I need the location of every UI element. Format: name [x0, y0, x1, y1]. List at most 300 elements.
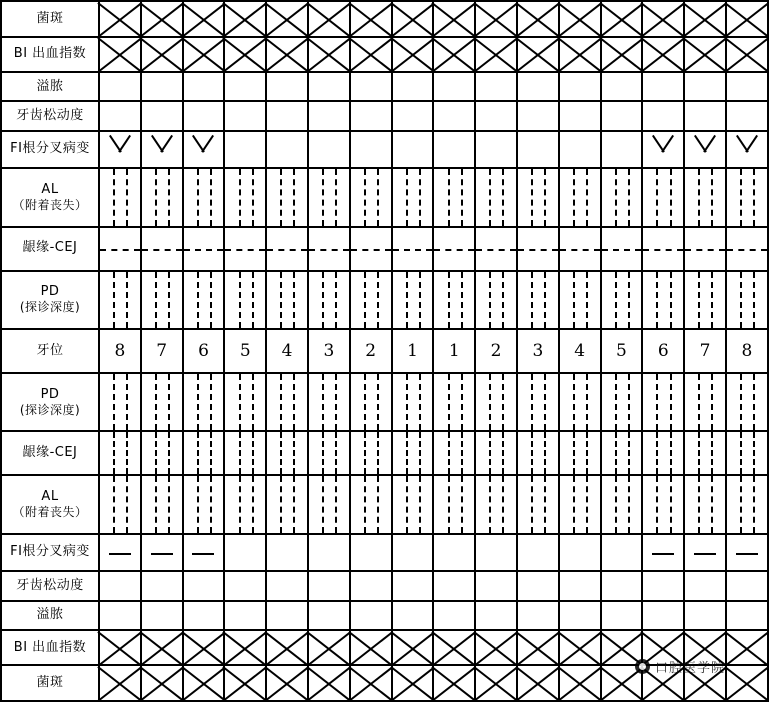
cell-al-upper-11[interactable] [517, 168, 559, 227]
cell-pd-lower-1[interactable] [99, 373, 141, 432]
probe-dividers [727, 374, 767, 431]
row-label-al-main: AL [41, 488, 59, 504]
cell-bi-lower-11[interactable] [517, 630, 559, 666]
cell-suppuration-upper-1[interactable] [99, 72, 141, 101]
cell-mobility-upper-2[interactable] [141, 101, 183, 130]
cell-mobility-lower-2[interactable] [141, 571, 183, 600]
cell-bi-lower-5[interactable] [266, 630, 308, 666]
cell-pd-lower-7[interactable] [350, 373, 392, 432]
cell-bi-upper-5[interactable] [266, 37, 308, 73]
cell-suppuration-upper-7[interactable] [350, 72, 392, 101]
cell-bi-lower-9[interactable] [433, 630, 475, 666]
cell-cej-upper-3[interactable] [183, 227, 225, 271]
cell-al-lower-14[interactable] [642, 475, 684, 534]
cell-bi-upper-2[interactable] [141, 37, 183, 73]
cell-suppuration-lower-1[interactable] [99, 601, 141, 630]
furcation-v-icon [190, 136, 216, 154]
row-label-pd-sub: (探诊深度) [19, 402, 81, 417]
cell-bi-upper-12[interactable] [559, 37, 601, 73]
probe-dividers [434, 374, 474, 431]
cell-plaque-lower-10[interactable] [475, 665, 517, 701]
cell-suppuration-lower-6[interactable] [308, 601, 350, 630]
cell-al-upper-10[interactable] [475, 168, 517, 227]
cell-mobility-upper-14[interactable] [642, 101, 684, 130]
cell-plaque-upper-12[interactable] [559, 1, 601, 37]
cell-bi-lower-8[interactable] [392, 630, 434, 666]
cell-suppuration-upper-3[interactable] [183, 72, 225, 101]
cell-bi-lower-10[interactable] [475, 630, 517, 666]
cell-al-upper-6[interactable] [308, 168, 350, 227]
cell-furcation-upper-14[interactable] [642, 131, 684, 169]
cell-pd-upper-10[interactable] [475, 271, 517, 330]
cell-mobility-upper-8[interactable] [392, 101, 434, 130]
cell-al-upper-4[interactable] [224, 168, 266, 227]
probe-dividers [267, 476, 307, 533]
cell-bi-lower-14[interactable] [642, 630, 684, 666]
cell-plaque-upper-4[interactable] [224, 1, 266, 37]
cell-suppuration-lower-3[interactable] [183, 601, 225, 630]
cell-furcation-lower-6[interactable] [308, 534, 350, 572]
x-icon [685, 38, 725, 72]
cell-bi-upper-7[interactable] [350, 37, 392, 73]
probe-dividers [602, 374, 642, 431]
cell-plaque-lower-16[interactable] [726, 665, 768, 701]
cell-cej-lower-10[interactable] [475, 431, 517, 475]
cell-furcation-upper-12[interactable] [559, 131, 601, 169]
cell-bi-lower-15[interactable] [684, 630, 726, 666]
cell-bi-upper-4[interactable] [224, 37, 266, 73]
cell-cej-upper-2[interactable] [141, 227, 183, 271]
cell-mobility-upper-12[interactable] [559, 101, 601, 130]
cell-suppuration-lower-11[interactable] [517, 601, 559, 630]
probe-dividers [434, 476, 474, 533]
cell-pd-lower-12[interactable] [559, 373, 601, 432]
cell-suppuration-upper-14[interactable] [642, 72, 684, 101]
cell-pd-upper-15[interactable] [684, 271, 726, 330]
cell-suppuration-upper-12[interactable] [559, 72, 601, 101]
cell-cej-lower-13[interactable] [601, 431, 643, 475]
cell-cej-upper-10[interactable] [475, 227, 517, 271]
cell-bi-lower-16[interactable] [726, 630, 768, 666]
furcation-v-icon [149, 136, 175, 154]
cell-plaque-lower-4[interactable] [224, 665, 266, 701]
cell-pd-lower-15[interactable] [684, 373, 726, 432]
cell-furcation-upper-6[interactable] [308, 131, 350, 169]
cell-al-upper-12[interactable] [559, 168, 601, 227]
cell-al-lower-10[interactable] [475, 475, 517, 534]
x-icon [727, 2, 767, 36]
cell-furcation-upper-9[interactable] [433, 131, 475, 169]
cell-pd-lower-13[interactable] [601, 373, 643, 432]
cell-mobility-upper-16[interactable] [726, 101, 768, 130]
cell-al-upper-16[interactable] [726, 168, 768, 227]
cell-plaque-lower-7[interactable] [350, 665, 392, 701]
cell-furcation-lower-7[interactable] [350, 534, 392, 572]
cell-pd-upper-5[interactable] [266, 271, 308, 330]
cell-suppuration-upper-6[interactable] [308, 72, 350, 101]
cell-al-upper-7[interactable] [350, 168, 392, 227]
cell-pd-upper-2[interactable] [141, 271, 183, 330]
cell-suppuration-lower-7[interactable] [350, 601, 392, 630]
cell-bi-upper-3[interactable] [183, 37, 225, 73]
probe-dividers [351, 169, 391, 226]
cell-suppuration-lower-13[interactable] [601, 601, 643, 630]
cell-cej-upper-15[interactable] [684, 227, 726, 271]
x-icon [142, 38, 182, 72]
cell-pd-lower-3[interactable] [183, 373, 225, 432]
cej-baseline [476, 249, 516, 251]
row-label-suppuration-lower: 溢脓 [1, 601, 99, 630]
cell-cej-lower-8[interactable] [392, 431, 434, 475]
cell-furcation-lower-4[interactable] [224, 534, 266, 572]
cell-plaque-lower-9[interactable] [433, 665, 475, 701]
cell-al-lower-13[interactable] [601, 475, 643, 534]
probe-dividers [476, 476, 516, 533]
cell-pd-upper-4[interactable] [224, 271, 266, 330]
cell-bi-upper-11[interactable] [517, 37, 559, 73]
cell-pd-lower-14[interactable] [642, 373, 684, 432]
cell-furcation-upper-2[interactable] [141, 131, 183, 169]
probe-dividers [643, 374, 683, 431]
cell-furcation-lower-11[interactable] [517, 534, 559, 572]
cell-suppuration-lower-12[interactable] [559, 601, 601, 630]
cell-suppuration-upper-16[interactable] [726, 72, 768, 101]
cell-al-lower-6[interactable] [308, 475, 350, 534]
cell-suppuration-lower-4[interactable] [224, 601, 266, 630]
cell-bi-lower-1[interactable] [99, 630, 141, 666]
cell-suppuration-upper-15[interactable] [684, 72, 726, 101]
cell-mobility-lower-5[interactable] [266, 571, 308, 600]
cell-cej-upper-1[interactable] [99, 227, 141, 271]
row-label-al-main: AL [41, 181, 59, 197]
cell-pd-lower-2[interactable] [141, 373, 183, 432]
cell-mobility-lower-4[interactable] [224, 571, 266, 600]
cell-pd-lower-11[interactable] [517, 373, 559, 432]
cell-pd-upper-14[interactable] [642, 271, 684, 330]
cell-furcation-lower-3[interactable] [183, 534, 225, 572]
cell-al-lower-12[interactable] [559, 475, 601, 534]
cell-suppuration-lower-8[interactable] [392, 601, 434, 630]
cell-furcation-upper-7[interactable] [350, 131, 392, 169]
cell-suppuration-upper-13[interactable] [601, 72, 643, 101]
x-icon [643, 631, 683, 665]
tooth-number-4: 5 [224, 329, 266, 373]
cell-mobility-upper-10[interactable] [475, 101, 517, 130]
cell-al-upper-14[interactable] [642, 168, 684, 227]
row-upper-plaque [1, 1, 768, 37]
cell-cej-upper-7[interactable] [350, 227, 392, 271]
cell-suppuration-upper-9[interactable] [433, 72, 475, 101]
probe-dividers [476, 374, 516, 431]
cell-plaque-upper-11[interactable] [517, 1, 559, 37]
cell-cej-upper-14[interactable] [642, 227, 684, 271]
cell-pd-upper-8[interactable] [392, 271, 434, 330]
cell-cej-lower-11[interactable] [517, 431, 559, 475]
cell-plaque-lower-1[interactable] [99, 665, 141, 701]
cell-pd-lower-4[interactable] [224, 373, 266, 432]
cell-plaque-upper-9[interactable] [433, 1, 475, 37]
cell-mobility-lower-8[interactable] [392, 571, 434, 600]
cej-baseline [727, 249, 767, 251]
cell-bi-upper-1[interactable] [99, 37, 141, 73]
cell-al-upper-13[interactable] [601, 168, 643, 227]
cell-mobility-upper-11[interactable] [517, 101, 559, 130]
cell-bi-upper-6[interactable] [308, 37, 350, 73]
cell-mobility-upper-9[interactable] [433, 101, 475, 130]
cell-furcation-upper-10[interactable] [475, 131, 517, 169]
cell-bi-upper-16[interactable] [726, 37, 768, 73]
cell-cej-upper-16[interactable] [726, 227, 768, 271]
cej-baseline [685, 249, 725, 251]
cell-cej-lower-12[interactable] [559, 431, 601, 475]
cell-pd-upper-6[interactable] [308, 271, 350, 330]
cell-plaque-lower-8[interactable] [392, 665, 434, 701]
cell-mobility-upper-13[interactable] [601, 101, 643, 130]
cell-plaque-upper-13[interactable] [601, 1, 643, 37]
cell-furcation-upper-3[interactable] [183, 131, 225, 169]
cell-pd-lower-9[interactable] [433, 373, 475, 432]
cell-cej-lower-16[interactable] [726, 431, 768, 475]
cell-pd-lower-10[interactable] [475, 373, 517, 432]
cell-pd-upper-7[interactable] [350, 271, 392, 330]
cell-al-lower-9[interactable] [433, 475, 475, 534]
cell-mobility-lower-15[interactable] [684, 571, 726, 600]
cell-furcation-lower-14[interactable] [642, 534, 684, 572]
cell-al-upper-2[interactable] [141, 168, 183, 227]
cell-plaque-lower-11[interactable] [517, 665, 559, 701]
cell-suppuration-upper-10[interactable] [475, 72, 517, 101]
cell-al-lower-15[interactable] [684, 475, 726, 534]
cell-mobility-lower-9[interactable] [433, 571, 475, 600]
cell-plaque-lower-15[interactable] [684, 665, 726, 701]
probe-dividers [518, 374, 558, 431]
cell-pd-lower-5[interactable] [266, 373, 308, 432]
cell-plaque-upper-15[interactable] [684, 1, 726, 37]
cell-cej-lower-15[interactable] [684, 431, 726, 475]
cell-pd-upper-16[interactable] [726, 271, 768, 330]
cell-mobility-upper-5[interactable] [266, 101, 308, 130]
cell-furcation-lower-12[interactable] [559, 534, 601, 572]
cell-cej-lower-1[interactable] [99, 431, 141, 475]
cell-al-upper-1[interactable] [99, 168, 141, 227]
cell-furcation-lower-5[interactable] [266, 534, 308, 572]
cell-bi-upper-14[interactable] [642, 37, 684, 73]
cell-suppuration-lower-2[interactable] [141, 601, 183, 630]
cell-suppuration-lower-9[interactable] [433, 601, 475, 630]
cell-plaque-lower-14[interactable] [642, 665, 684, 701]
cell-bi-upper-8[interactable] [392, 37, 434, 73]
cell-plaque-upper-6[interactable] [308, 1, 350, 37]
row-label-plaque-upper: 菌斑 [1, 1, 99, 37]
cell-mobility-lower-11[interactable] [517, 571, 559, 600]
cell-cej-upper-9[interactable] [433, 227, 475, 271]
cell-suppuration-lower-14[interactable] [642, 601, 684, 630]
cell-al-upper-5[interactable] [266, 168, 308, 227]
cell-cej-upper-13[interactable] [601, 227, 643, 271]
cell-mobility-lower-14[interactable] [642, 571, 684, 600]
cej-baseline [518, 249, 558, 251]
cell-plaque-lower-12[interactable] [559, 665, 601, 701]
cell-pd-lower-6[interactable] [308, 373, 350, 432]
cell-bi-lower-12[interactable] [559, 630, 601, 666]
row-upper-attachment-loss [1, 168, 768, 227]
probe-dividers [560, 374, 600, 431]
cell-furcation-upper-5[interactable] [266, 131, 308, 169]
cell-bi-lower-3[interactable] [183, 630, 225, 666]
cell-pd-upper-11[interactable] [517, 271, 559, 330]
cell-suppuration-lower-16[interactable] [726, 601, 768, 630]
cell-furcation-lower-1[interactable] [99, 534, 141, 572]
cell-plaque-upper-3[interactable] [183, 1, 225, 37]
x-icon [727, 631, 767, 665]
cell-cej-upper-12[interactable] [559, 227, 601, 271]
cell-bi-upper-15[interactable] [684, 37, 726, 73]
cell-mobility-upper-6[interactable] [308, 101, 350, 130]
tooth-number-7: 2 [350, 329, 392, 373]
cell-al-lower-3[interactable] [183, 475, 225, 534]
cell-cej-upper-4[interactable] [224, 227, 266, 271]
cell-bi-upper-13[interactable] [601, 37, 643, 73]
cell-furcation-lower-9[interactable] [433, 534, 475, 572]
cell-cej-lower-7[interactable] [350, 431, 392, 475]
row-label-bi-upper: BI 出血指数 [1, 37, 99, 73]
cell-furcation-upper-13[interactable] [601, 131, 643, 169]
cell-furcation-lower-13[interactable] [601, 534, 643, 572]
cell-mobility-lower-1[interactable] [99, 571, 141, 600]
cell-cej-lower-6[interactable] [308, 431, 350, 475]
cell-mobility-lower-12[interactable] [559, 571, 601, 600]
cell-pd-upper-3[interactable] [183, 271, 225, 330]
cell-mobility-upper-7[interactable] [350, 101, 392, 130]
cell-cej-upper-11[interactable] [517, 227, 559, 271]
cell-furcation-upper-8[interactable] [392, 131, 434, 169]
cell-furcation-upper-11[interactable] [517, 131, 559, 169]
cell-plaque-upper-10[interactable] [475, 1, 517, 37]
cell-al-upper-9[interactable] [433, 168, 475, 227]
cell-furcation-lower-16[interactable] [726, 534, 768, 572]
cell-al-upper-3[interactable] [183, 168, 225, 227]
cell-furcation-lower-10[interactable] [475, 534, 517, 572]
cell-furcation-lower-2[interactable] [141, 534, 183, 572]
x-icon [685, 666, 725, 700]
cell-pd-upper-13[interactable] [601, 271, 643, 330]
cell-suppuration-upper-5[interactable] [266, 72, 308, 101]
tooth-number-13: 5 [601, 329, 643, 373]
cell-al-lower-4[interactable] [224, 475, 266, 534]
cell-bi-lower-4[interactable] [224, 630, 266, 666]
cell-cej-upper-5[interactable] [266, 227, 308, 271]
cell-plaque-upper-1[interactable] [99, 1, 141, 37]
cell-suppuration-upper-2[interactable] [141, 72, 183, 101]
cell-mobility-upper-3[interactable] [183, 101, 225, 130]
cell-bi-lower-2[interactable] [141, 630, 183, 666]
cell-mobility-upper-15[interactable] [684, 101, 726, 130]
cell-al-lower-1[interactable] [99, 475, 141, 534]
x-icon [184, 631, 224, 665]
cell-cej-lower-3[interactable] [183, 431, 225, 475]
cell-al-lower-8[interactable] [392, 475, 434, 534]
cell-plaque-upper-5[interactable] [266, 1, 308, 37]
cell-suppuration-lower-5[interactable] [266, 601, 308, 630]
cell-suppuration-lower-15[interactable] [684, 601, 726, 630]
cell-bi-upper-10[interactable] [475, 37, 517, 73]
cell-bi-lower-7[interactable] [350, 630, 392, 666]
x-icon [476, 666, 516, 700]
cell-cej-lower-5[interactable] [266, 431, 308, 475]
cell-plaque-lower-3[interactable] [183, 665, 225, 701]
cell-plaque-lower-5[interactable] [266, 665, 308, 701]
cell-mobility-upper-4[interactable] [224, 101, 266, 130]
x-icon [267, 631, 307, 665]
cell-pd-upper-1[interactable] [99, 271, 141, 330]
cell-bi-lower-13[interactable] [601, 630, 643, 666]
cell-plaque-lower-13[interactable] [601, 665, 643, 701]
cell-al-upper-8[interactable] [392, 168, 434, 227]
cell-furcation-upper-1[interactable] [99, 131, 141, 169]
cell-al-lower-2[interactable] [141, 475, 183, 534]
cell-cej-lower-9[interactable] [433, 431, 475, 475]
cell-mobility-lower-7[interactable] [350, 571, 392, 600]
cell-al-lower-16[interactable] [726, 475, 768, 534]
cell-mobility-lower-16[interactable] [726, 571, 768, 600]
cell-cej-lower-4[interactable] [224, 431, 266, 475]
cell-mobility-upper-1[interactable] [99, 101, 141, 130]
cell-pd-lower-16[interactable] [726, 373, 768, 432]
cell-bi-lower-6[interactable] [308, 630, 350, 666]
cell-cej-upper-6[interactable] [308, 227, 350, 271]
cell-mobility-lower-6[interactable] [308, 571, 350, 600]
cell-cej-lower-14[interactable] [642, 431, 684, 475]
cell-cej-upper-8[interactable] [392, 227, 434, 271]
cell-furcation-upper-4[interactable] [224, 131, 266, 169]
row-lower-probing-depth [1, 373, 768, 432]
cell-pd-upper-12[interactable] [559, 271, 601, 330]
probe-dividers [560, 169, 600, 226]
x-icon [100, 631, 140, 665]
cell-furcation-upper-16[interactable] [726, 131, 768, 169]
cell-plaque-lower-6[interactable] [308, 665, 350, 701]
cell-al-lower-5[interactable] [266, 475, 308, 534]
cell-pd-lower-8[interactable] [392, 373, 434, 432]
cell-plaque-lower-2[interactable] [141, 665, 183, 701]
x-icon [351, 631, 391, 665]
cell-cej-lower-2[interactable] [141, 431, 183, 475]
cell-pd-upper-9[interactable] [433, 271, 475, 330]
cell-mobility-lower-13[interactable] [601, 571, 643, 600]
cell-plaque-upper-14[interactable] [642, 1, 684, 37]
cell-suppuration-lower-10[interactable] [475, 601, 517, 630]
cell-al-lower-7[interactable] [350, 475, 392, 534]
cell-suppuration-upper-4[interactable] [224, 72, 266, 101]
cell-plaque-upper-2[interactable] [141, 1, 183, 37]
cell-mobility-lower-3[interactable] [183, 571, 225, 600]
cell-plaque-upper-16[interactable] [726, 1, 768, 37]
row-label-pd-main: PD [40, 284, 60, 300]
probe-dividers [309, 169, 349, 226]
cell-al-lower-11[interactable] [517, 475, 559, 534]
probe-dividers [518, 169, 558, 226]
cell-furcation-upper-15[interactable] [684, 131, 726, 169]
cell-furcation-lower-8[interactable] [392, 534, 434, 572]
cell-suppuration-upper-11[interactable] [517, 72, 559, 101]
cell-plaque-upper-7[interactable] [350, 1, 392, 37]
cell-al-upper-15[interactable] [684, 168, 726, 227]
cell-furcation-lower-15[interactable] [684, 534, 726, 572]
cell-plaque-upper-8[interactable] [392, 1, 434, 37]
cell-bi-upper-9[interactable] [433, 37, 475, 73]
cell-mobility-lower-10[interactable] [475, 571, 517, 600]
cell-suppuration-upper-8[interactable] [392, 72, 434, 101]
